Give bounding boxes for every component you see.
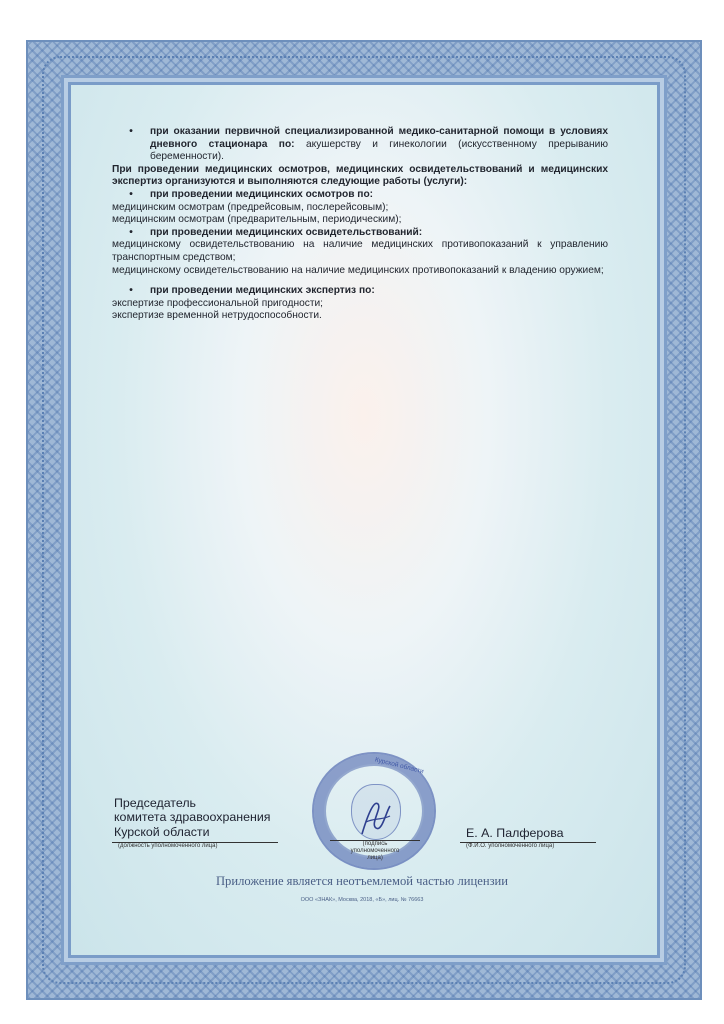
seal-text: Курской области <box>374 756 425 776</box>
section-2-heading: при проведении медицинских осмотров по: <box>150 188 374 200</box>
position-line: Курской области <box>114 824 210 839</box>
section-3-heading: при проведении медицинских освидетельствований: <box>150 226 423 238</box>
section-3-line: медицинскому освидетельствованию на наличие медицинских противопоказаний к владению оружием; <box>112 264 604 276</box>
section-4-heading: при проведении медицинских экспертиз по: <box>150 285 375 297</box>
bullet-icon: • <box>129 126 133 137</box>
position-caption: (должность уполномоченного лица) <box>118 843 218 849</box>
section-4-line: экспертизе временной нетрудоспособности. <box>112 310 322 322</box>
bullet-icon: • <box>129 285 133 297</box>
list-item <box>112 227 608 240</box>
section-2-line: медицинским осмотрам (предрейсовым, послерейсовым); <box>112 201 389 213</box>
bullet-icon: • <box>129 226 133 238</box>
name-caption: (Ф.И.О. уполномоченного лица) <box>466 843 555 849</box>
section-1-body: акушерству и гинекологии (искусственному прерыванию беременности). <box>150 138 608 163</box>
signatory-position <box>114 796 294 839</box>
handwritten-signature-icon <box>356 794 396 840</box>
list-item <box>112 285 608 298</box>
section-3-line: медицинскому освидетельствованию на наличие медицинских противопоказаний к управлению транспортным средством; <box>112 239 608 263</box>
bullet-icon: • <box>129 188 133 200</box>
license-text <box>112 126 608 323</box>
intro-paragraph: При проведении медицинских осмотров, медицинских освидетельствований и медицинских экспертиз организуются и выполняются следующие работы (услуги): <box>112 163 608 188</box>
signatory-name: Е. А. Палферова <box>466 826 564 840</box>
section-4-line: экспертизе профессиональной пригодности; <box>112 297 324 309</box>
section-1-text <box>150 126 608 164</box>
position-line: комитета здравоохранения <box>114 810 271 825</box>
signature-caption: (подпись уполномоченного лица) <box>350 841 400 861</box>
list-item <box>112 126 608 164</box>
section-1-lead: при оказании первичной специализированной медико-санитарной помощи в условиях дневного стационара по: <box>150 126 608 150</box>
position-line: Председатель <box>114 796 197 810</box>
list-item <box>112 189 608 202</box>
appendix-notice: Приложение является неотъемлемой частью лицензии <box>215 874 509 888</box>
printer-imprint: ООО «ЗНАК», Москва, 2018, «Б», лиц. № 76663 <box>300 897 424 903</box>
section-2-line: медицинским осмотрам (предварительным, периодическим); <box>112 214 402 226</box>
